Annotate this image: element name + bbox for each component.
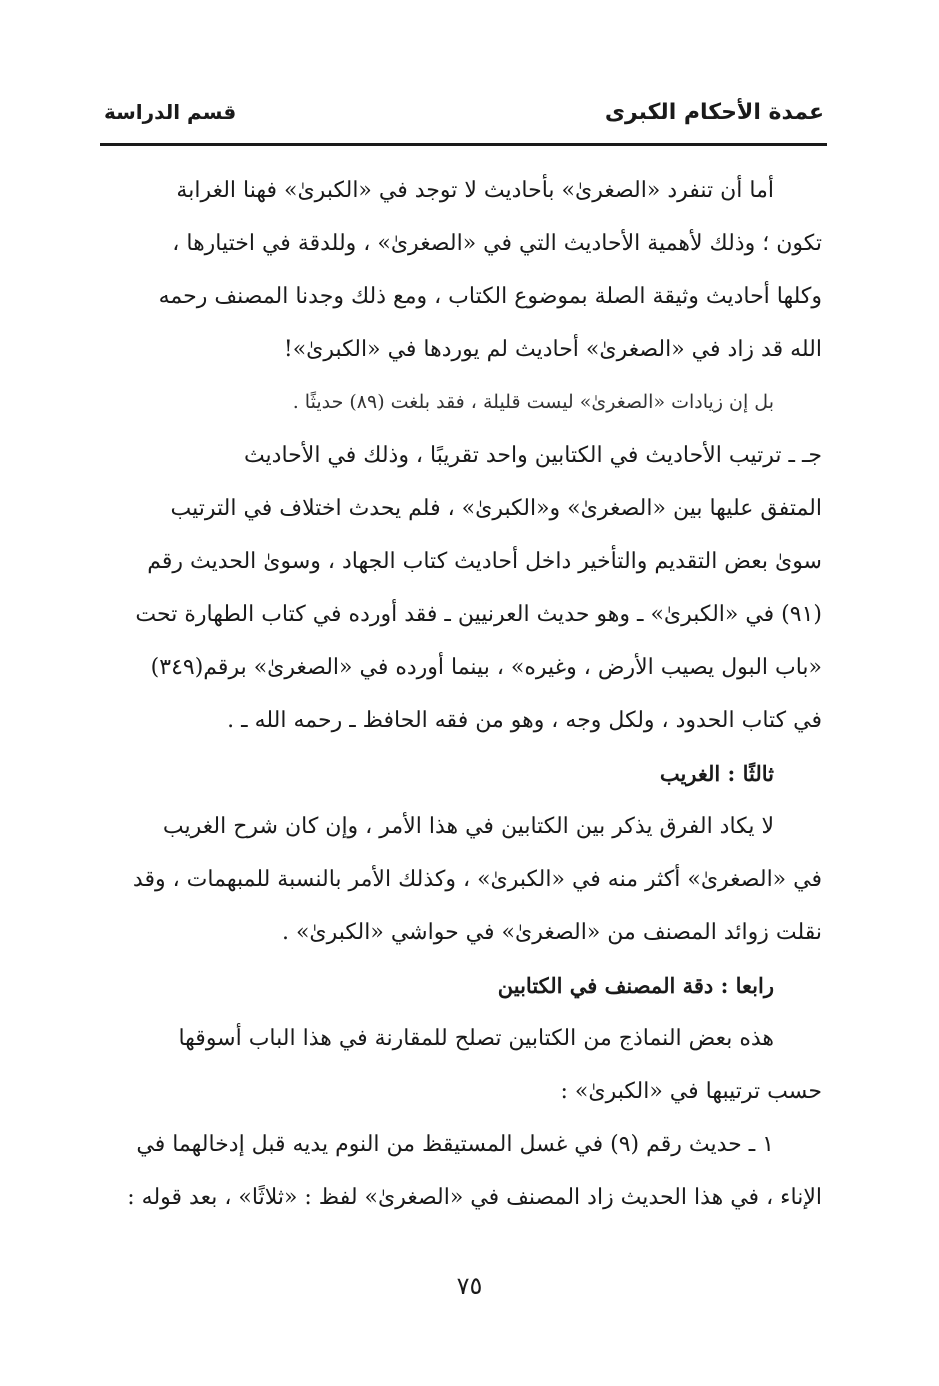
paragraph-line: وكلها أحاديث وثيقة الصلة بموضوع الكتاب ، ومع ذلك وجدنا المصنف رحمه bbox=[158, 284, 822, 309]
paragraph-line: أما أن تنفرد «الصغرىٰ» بأحاديث لا توجد في «الكبرىٰ» فهنا الغرابة bbox=[176, 178, 774, 203]
book-title: عمدة الأحكام الكبرى bbox=[604, 100, 824, 125]
paragraph-line: المتفق عليها بين «الصغرىٰ» و«الكبرىٰ» ، فلم يحدث اختلاف في الترتيب bbox=[170, 496, 822, 521]
paragraph-line: جـ ـ ترتيب الأحاديث في الكتابين واحد تقريبًا ، وذلك في الأحاديث bbox=[243, 443, 822, 468]
paragraph-line: في كتاب الحدود ، ولكل وجه ، وهو من فقه الحافظ ـ رحمه الله ـ . bbox=[227, 708, 822, 733]
paragraph-line: «باب البول يصيب الأرض ، وغيره» ، بينما أورده في «الصغرىٰ» برقم(٣٤٩) bbox=[150, 655, 822, 680]
paragraph-line: حسب ترتيبها في «الكبرىٰ» : bbox=[560, 1079, 822, 1104]
paragraph-line: في «الصغرىٰ» أكثر منه في «الكبرىٰ» ، وكذلك الأمر بالنسبة للمبهمات ، وقد bbox=[132, 867, 822, 892]
paragraph-line: ١ ـ حديث رقم (٩) في غسل المستيقظ من النوم يديه قبل إدخالهما في bbox=[136, 1132, 774, 1157]
paragraph-line: سوىٰ بعض التقديم والتأخير داخل أحاديث كتاب الجهاد ، وسوىٰ الحديث رقم bbox=[147, 549, 822, 574]
body-text bbox=[100, 164, 822, 1224]
paragraph-line: نقلت زوائد المصنف من «الصغرىٰ» في حواشي «الكبرىٰ» . bbox=[281, 920, 822, 945]
running-header bbox=[104, 100, 824, 140]
subsection-heading: رابعا : دقة المصنف في الكتابين bbox=[497, 973, 774, 998]
header-rule bbox=[100, 143, 827, 146]
paragraph-line: (٩١) في «الكبرىٰ» ـ وهو حديث العرنيين ـ فقد أورده في كتاب الطهارة تحت bbox=[135, 602, 822, 627]
paragraph-line: هذه بعض النماذج من الكتابين تصلح للمقارنة في هذا الباب أسوقها bbox=[178, 1026, 774, 1051]
paragraph-line: لا يكاد الفرق يذكر بين الكتابين في هذا الأمر ، وإن كان شرح الغريب bbox=[162, 814, 774, 839]
paragraph-line: الله قد زاد في «الصغرىٰ» أحاديث لم يوردها في «الكبرىٰ»! bbox=[283, 337, 822, 362]
subsection-heading: ثالثًا : الغريب bbox=[659, 761, 774, 786]
paragraph-line: تكون ؛ وذلك لأهمية الأحاديث التي في «الصغرىٰ» ، وللدقة في اختيارها ، bbox=[172, 231, 822, 256]
section-title: قسم الدراسة bbox=[104, 100, 237, 124]
page-number: ٧٥ bbox=[456, 1272, 483, 1300]
paragraph-line: الإناء ، في هذا الحديث زاد المصنف في «الصغرىٰ» لفظ : «ثلاثًا» ، بعد قوله : bbox=[127, 1185, 822, 1210]
paragraph-line: بل إن زيادات «الصغرىٰ» ليست قليلة ، فقد بلغت (٨٩) حديثًا . bbox=[292, 391, 774, 413]
